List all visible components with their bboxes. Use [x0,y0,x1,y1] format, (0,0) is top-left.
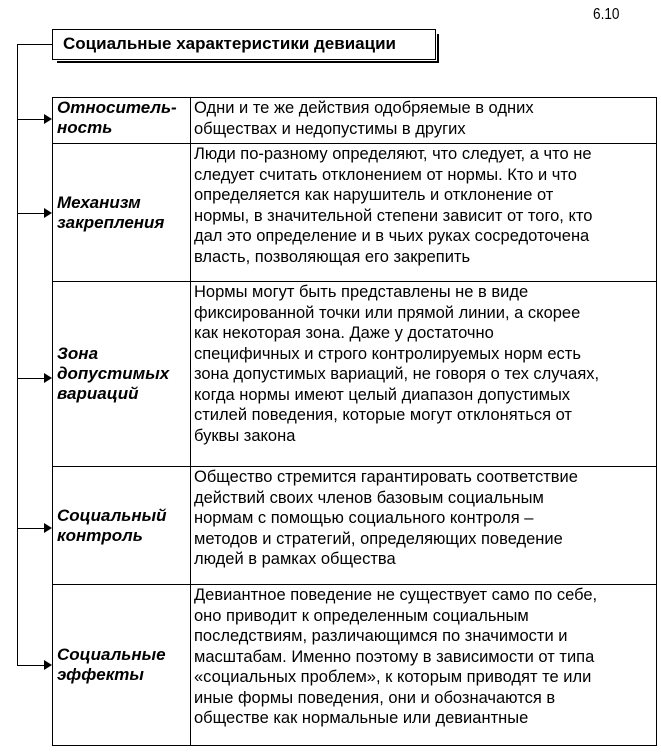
table-row [53,144,656,282]
table-row [53,585,656,745]
term-line: Социальный [57,505,167,525]
desc-line: Одни и те же действия одобряемые в одних [194,99,534,117]
desc-line: специфичных и строго контролируемых норм есть [194,344,581,363]
desc-line: нормы, в значительной степени зависит от того, кто [194,206,593,225]
arrow-line-2 [17,213,45,214]
desc-line: масштабам. Именно поэтому в зависимости от типа [194,647,595,666]
desc-line: обществе как нормальные или девиантные [194,709,529,727]
connector-top-horizontal [17,44,52,45]
table-row [53,282,656,467]
row-description [191,585,656,745]
arrow-line-1 [17,119,45,120]
desc-line: нормам с помощью социального контроля – [194,509,534,527]
row-term [53,585,191,745]
desc-line: Нормы могут быть представлены не в виде [194,283,529,301]
arrow-line-5 [17,665,45,666]
desc-line: обществах и недопустимы в других [194,119,466,138]
desc-line: буквы закона [194,426,296,445]
term-line: Социальные [57,645,166,664]
desc-line: стилей поведения, которые могут отклоняться от [194,406,572,424]
desc-line: методов и стратегий, определяющих поведение [194,529,563,548]
term-line: контроль [57,525,143,545]
page-number: 6.10 [593,6,620,23]
row-term [53,467,191,584]
desc-line: фиксированной точки или прямой линии, а скорее [194,303,581,322]
row-term [53,144,191,281]
term-line: Зона [57,344,99,363]
row-term [53,98,191,143]
connector-vertical [17,44,18,665]
diagram-title-box [52,29,436,60]
arrow-head-2 [44,208,52,218]
desc-line: определяется как нарушитель и отклонение от [194,186,554,204]
row-description [191,144,656,281]
term-line: закрепления [57,212,165,232]
desc-line: последствиям, различающимся по значимости и [194,627,568,645]
desc-line: людей в рамках общества [194,550,396,568]
arrow-head-4 [44,523,52,533]
row-description [191,98,656,143]
row-description [191,467,656,584]
table-row [53,467,656,585]
row-term [53,282,191,466]
arrow-line-4 [17,528,45,529]
desc-line: когда нормы имеют целый диапазон допустимых [194,385,571,404]
arrow-line-3 [17,378,45,379]
term-line: Относитель- [57,98,177,117]
term-line: эффекты [57,665,144,684]
desc-line: следует считать отклонением от нормы. Кто и что [194,165,577,184]
row-description [191,282,656,466]
arrow-head-5 [44,660,52,670]
desc-line: как некоторая зона. Даже у достаточно [194,324,494,342]
desc-line: Девиантное поведение не существует само по себе, [194,586,598,604]
desc-line: власть, позволяющая его закрепить [194,247,471,266]
table-row [53,98,656,144]
desc-line: дал это определение и в чьих руках сосредоточена [194,227,590,245]
term-line: вариаций [57,384,139,403]
desc-line: действий своих членов базовым социальным [194,488,544,507]
desc-line: Общество стремится гарантировать соответствие [194,468,578,486]
desc-line: Люди по-разному определяют, что следует, а что не [194,145,592,163]
diagram-title: Социальные характеристики девиации [63,34,396,53]
arrow-head-3 [44,373,52,383]
term-line: ность [57,118,113,137]
desc-line: оно приводит к определенным социальным [194,606,529,625]
desc-line: «социальных проблем», к которым приводят те или [194,668,592,686]
term-line: допустимых [57,364,170,383]
term-line: Механизм [57,192,141,212]
desc-line: зона допустимых вариаций, не говоря о тех случаях, [194,365,600,383]
desc-line: иные формы поведения, они и обозначаются в [194,688,556,707]
arrow-head-1 [44,114,52,124]
characteristics-table [52,97,657,746]
